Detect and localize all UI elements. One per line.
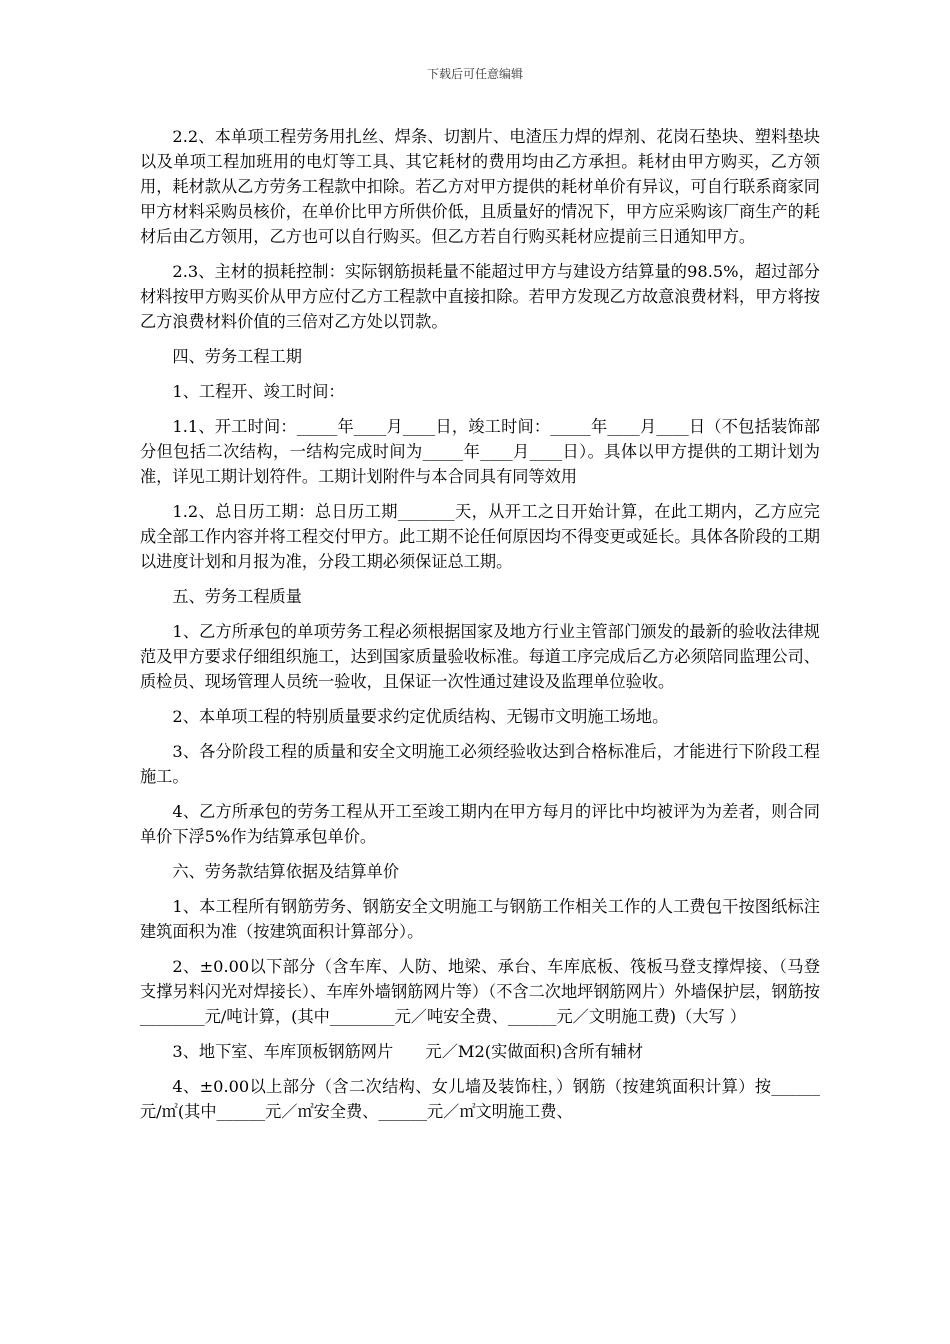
clause-2-3: 2.3、主材的损耗控制：实际钢筋损耗量不能超过甲方与建设方结算量的98.5%，超过部分材料按甲方购买价从甲方应付乙方工程款中直接扣除。若甲方发现乙方故意浪费材料，甲方将按乙方浪费材料价值的三倍对乙方处以罚款。 [140,262,820,331]
section-heading-schedule: 四、劳务工程工期 [172,347,302,366]
page-header: 下载后可任意编辑 [426,67,523,81]
clause-1-1: 1.1、开工时间：_____年____月____日，竣工时间：_____年____月____日（不包括装饰部分但包括二次结构，一结构完成时间为_____年____月____日）。具体以甲方提供的工期计划为准，详见工期计划符件。工期计划附件与本合同具有同等效用 [140,417,820,486]
settlement-clause-2: 2、±0.00以下部分（含车库、人防、地梁、承台、车库底板、筏板马登支撑焊接、（马登支撑另料闪光对焊接长）、车库外墙钢筋网片等）（不含二次地坪钢筋网片）外墙保护层，钢筋按________元/吨计算，(其中________元／吨安全费、______元／文明施工费)（大写 ） [140,957,820,1026]
quality-clause-2: 2、本单项工程的特别质量要求约定优质结构、无锡市文明施工场地。 [172,707,669,726]
settlement-clause-1: 1、本工程所有钢筋劳务、钢筋安全文明施工与钢筋工作相关工作的人工费包干按图纸标注建筑面积为准（按建筑面积计算部分）。 [140,897,820,941]
quality-clause-1: 1、乙方所承包的单项劳务工程必须根据国家及地方行业主管部门颁发的最新的验收法律规范及甲方要求仔细组织施工，达到国家质量验收标准。每道工序完成后乙方必须陪同监理公司、质检员、现场管理人员统一验收，且保证一次性通过建设及监理单位验收。 [140,622,820,691]
quality-clause-3: 3、各分阶段工程的质量和安全文明施工必须经验收达到合格标准后，才能进行下阶段工程施工。 [140,742,820,786]
settlement-clause-4: 4、±0.00以上部分（含二次结构、女儿墙及装饰柱，）钢筋（按建筑面积计算）按______元/㎡(其中______元／㎡安全费、______元／㎡文明施工费、 [140,1077,820,1121]
clause-2-2: 2.2、本单项工程劳务用扎丝、焊条、切割片、电渣压力焊的焊剂、花岗石垫块、塑料垫块以及单项工程加班用的电灯等工具、其它耗材的费用均由乙方承担。耗材由甲方购买，乙方领用，耗材款从乙方劳务工程款中扣除。若乙方对甲方提供的耗材单价有异议，可自行联系商家同甲方材料采购员核价，在单价比甲方所供价低，且质量好的情况下，甲方应采购该厂商生产的耗材后由乙方领用，乙方也可以自行购买。但乙方若自行购买耗材应提前三日通知甲方。 [140,127,820,246]
clause-1-2: 1.2、总日历工期：总日历工期_______天，从开工之日开始计算，在此工期内，乙方应完成全部工作内容并将工程交付甲方。此工期不论任何原因均不得变更或延长。具体各阶段的工期以进度计划和月报为准，分段工期必须保证总工期。 [140,502,820,571]
clause-start-completion: 1、工程开、竣工时间： [172,382,345,401]
section-heading-quality: 五、劳务工程质量 [172,587,302,606]
quality-clause-4: 4、乙方所承包的劳务工程从开工至竣工期内在甲方每月的评比中均被评为为差者，则合同单价下浮5%作为结算承包单价。 [140,802,820,846]
section-heading-settlement: 六、劳务款结算依据及结算单价 [172,862,400,881]
document-body [140,124,820,1134]
settlement-clause-3: 3、地下室、车库顶板钢筋网片 元／M2(实做面积)含所有辅材 [172,1042,644,1061]
